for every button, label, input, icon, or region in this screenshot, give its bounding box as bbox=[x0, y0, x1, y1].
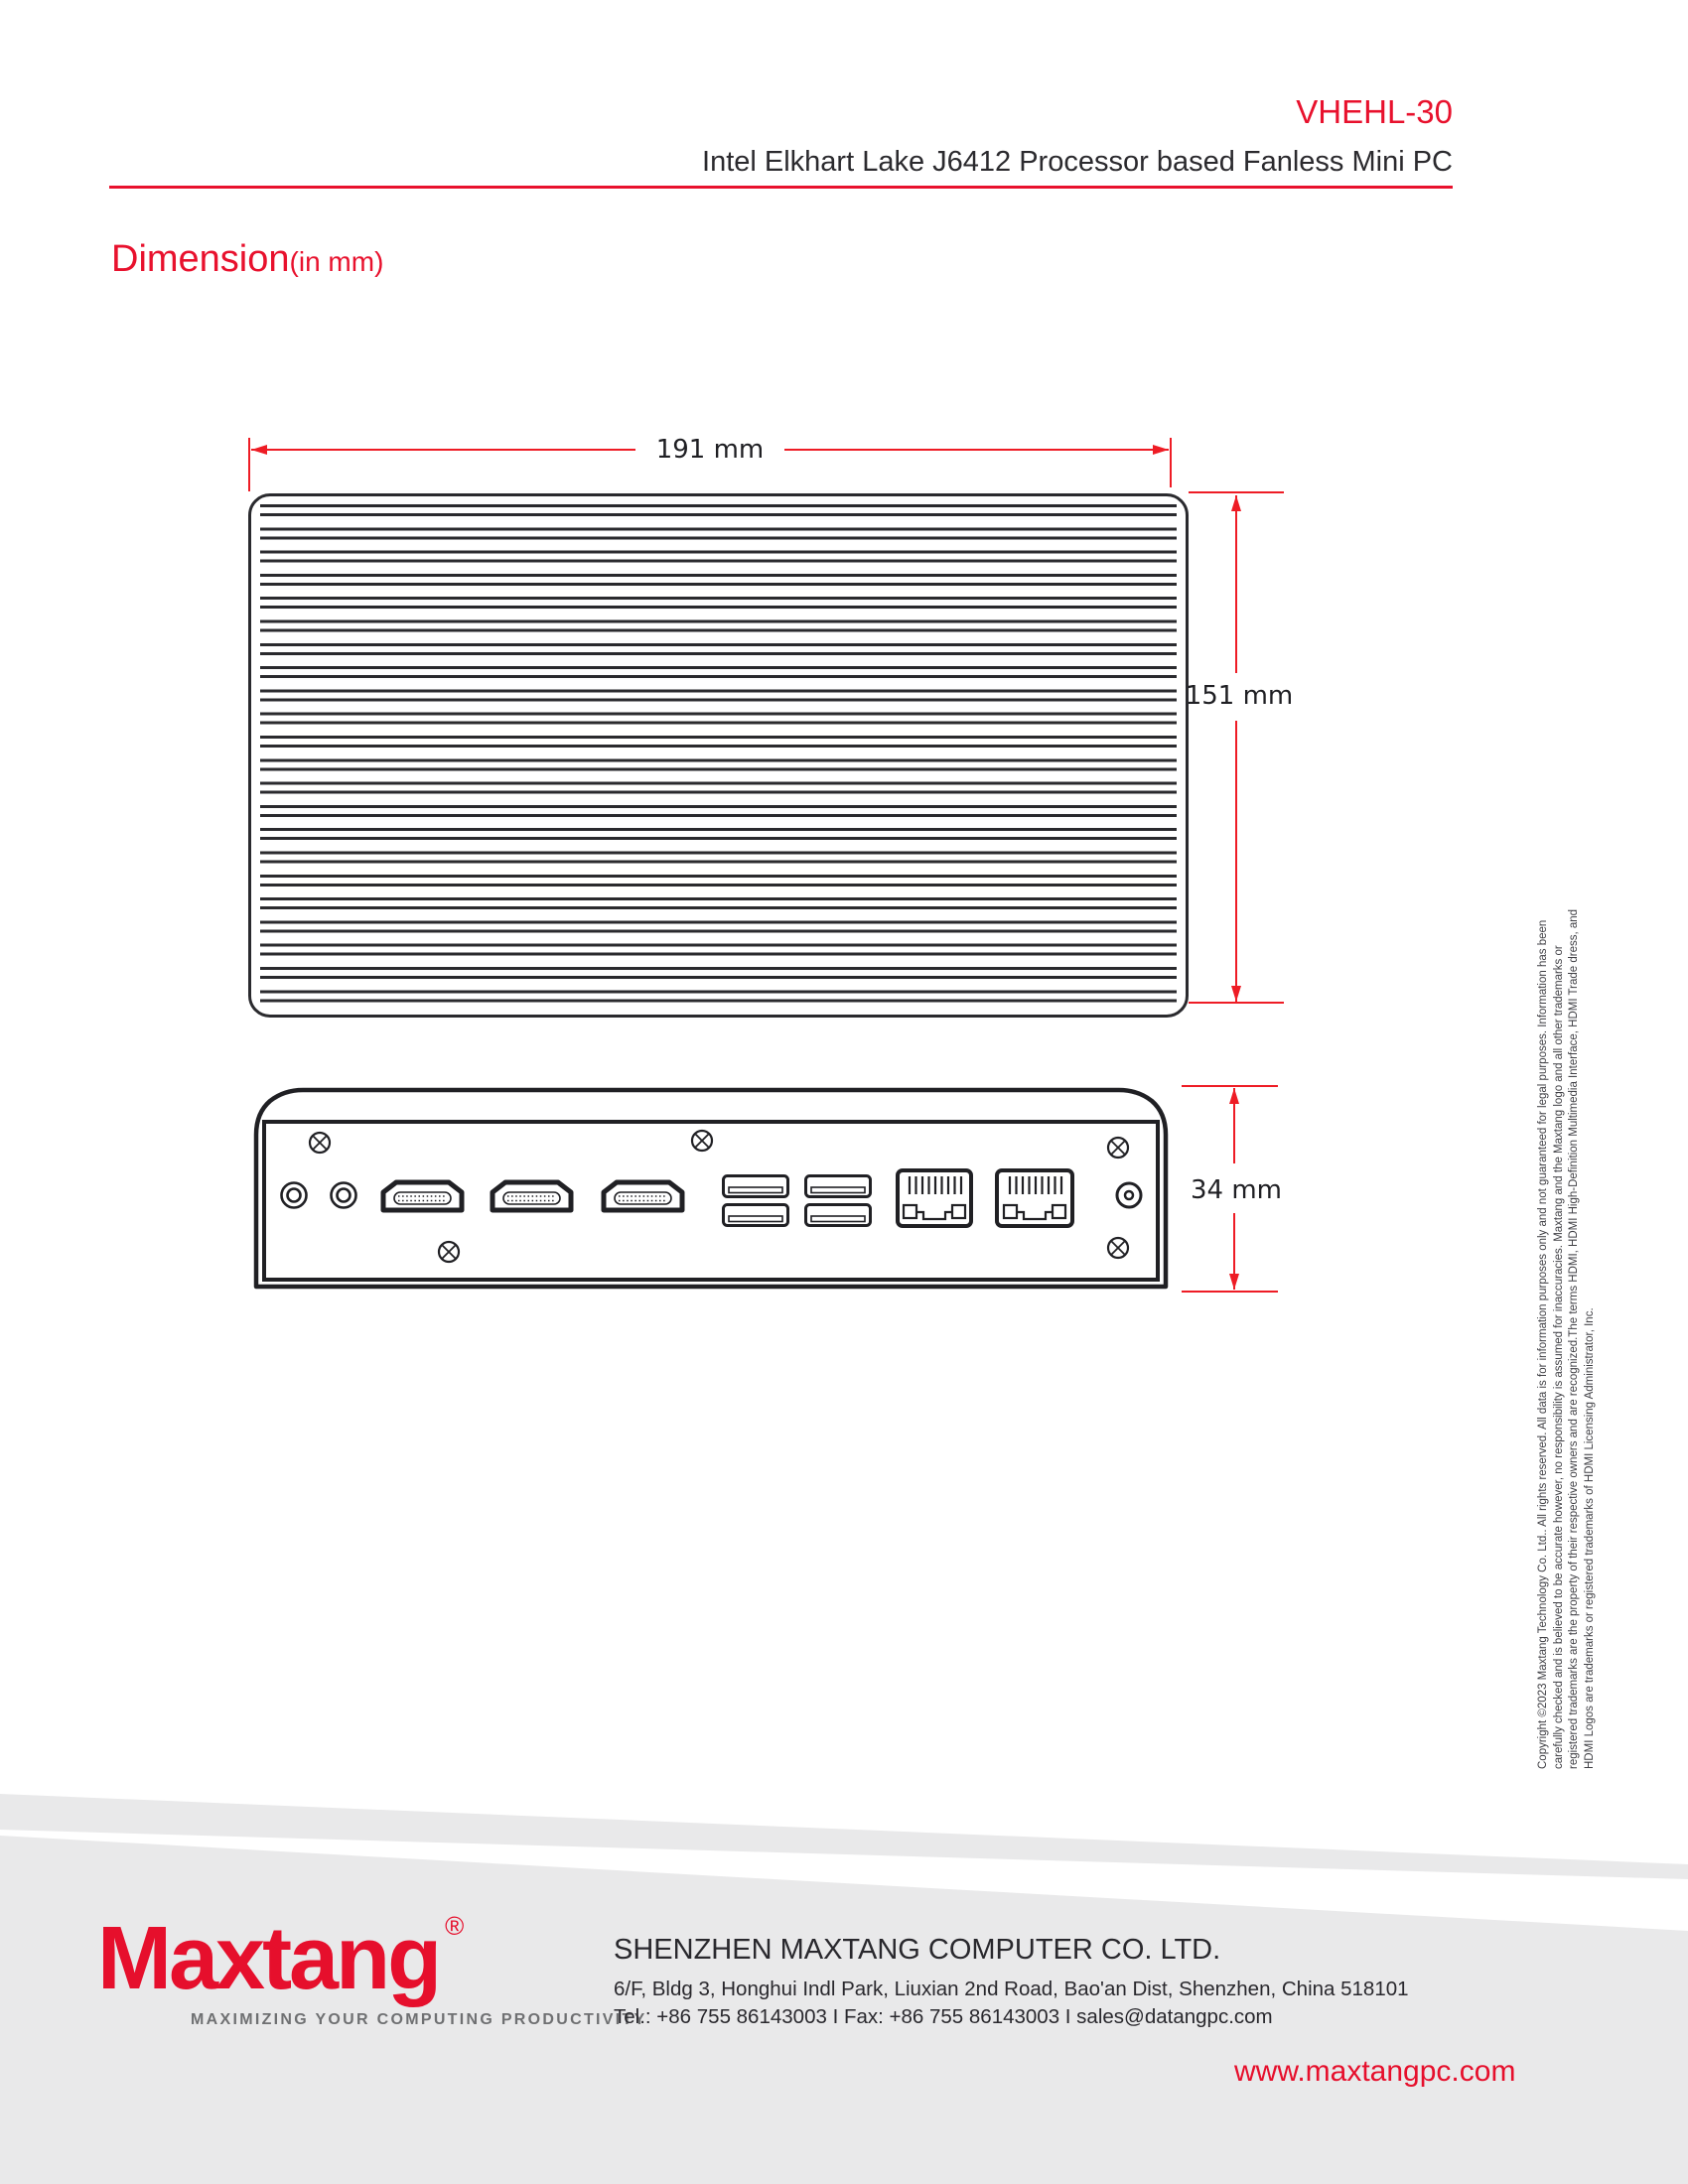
disclaimer-line: HDMI Logos are trademarks or registered trademarks of HDMI Licensing Administrator, Inc. bbox=[1583, 1307, 1596, 1769]
heatsink-fins bbox=[260, 504, 1177, 1009]
hdmi-port-icon bbox=[492, 1182, 571, 1210]
section-unit-note: (in mm) bbox=[289, 246, 384, 277]
dim-width-ext-left bbox=[248, 438, 250, 491]
dim-width-line-left bbox=[251, 449, 635, 451]
dim-width-line-right bbox=[784, 449, 1169, 451]
dim-height-arrow-up bbox=[1231, 495, 1241, 511]
dim-width-arrow-left bbox=[251, 445, 267, 455]
dim-height-line-bottom bbox=[1235, 721, 1237, 1002]
registered-trademark-icon: ® bbox=[445, 1911, 465, 1941]
top-view-drawing bbox=[248, 493, 1189, 1018]
disclaimer-line: registered trademarks are the property of their respective owners and are recognized.The terms HDMI, HDMI High-Definition Multimedia Interface, HDMI Trade dress, and bbox=[1568, 908, 1580, 1769]
logo-text: Maxtang bbox=[97, 1909, 440, 2008]
dim-height-ext-bottom bbox=[1189, 1002, 1284, 1004]
dim-height-label: 151 mm bbox=[1185, 681, 1294, 711]
dim-width-label: 191 mm bbox=[655, 435, 765, 465]
legal-disclaimer bbox=[1536, 841, 1598, 1769]
dim-width-ext-right bbox=[1170, 438, 1172, 487]
rear-panel-drawing bbox=[251, 1085, 1171, 1292]
dim-depth-arrow-up bbox=[1229, 1088, 1239, 1104]
disclaimer-line: carefully checked and is believed to be accurate however, no responsibility is assumed for inaccuracies. Maxtang and the Maxtang logo and all other trademarks or bbox=[1552, 945, 1565, 1769]
product-subtitle: Intel Elkhart Lake J6412 Processor based Fanless Mini PC bbox=[702, 146, 1453, 178]
hdmi-port-icon bbox=[383, 1182, 462, 1210]
header-rule bbox=[109, 186, 1453, 189]
dim-depth-arrow-down bbox=[1229, 1274, 1239, 1290]
dim-depth-label: 34 mm bbox=[1190, 1175, 1282, 1205]
dim-height-line-top bbox=[1235, 495, 1237, 673]
website-link[interactable]: www.maxtangpc.com bbox=[1234, 2055, 1516, 2088]
company-address: 6/F, Bldg 3, Honghui Indl Park, Liuxian 2nd Road, Bao'an Dist, Shenzhen, China 518101 bbox=[614, 1978, 1409, 2000]
dim-depth-ext-bottom bbox=[1182, 1291, 1278, 1293]
section-title: Dimension bbox=[111, 238, 290, 280]
hdmi-port-icon bbox=[604, 1182, 682, 1210]
dim-width-arrow-right bbox=[1153, 445, 1169, 455]
company-contact: Tel.: +86 755 86143003 I Fax: +86 755 86143003 I sales@datangpc.com bbox=[614, 2005, 1273, 2028]
section-heading bbox=[111, 238, 383, 281]
company-name: SHENZHEN MAXTANG COMPUTER CO. LTD. bbox=[614, 1934, 1221, 1966]
maxtang-logo bbox=[97, 1908, 464, 2010]
dim-height-ext-top bbox=[1189, 491, 1284, 493]
model-number: VHEHL-30 bbox=[1296, 93, 1453, 130]
dim-height-arrow-down bbox=[1231, 986, 1241, 1002]
dim-depth-ext-top bbox=[1182, 1085, 1278, 1087]
logo-tagline: MAXIMIZING YOUR COMPUTING PRODUCTIVITY bbox=[191, 2011, 647, 2028]
disclaimer-line: Copyright ©2023 Maxtang Technology Co. Ltd.. All rights reserved. All data is for information purposes only and not guaranteed for legal purposes. Information has been bbox=[1537, 919, 1549, 1769]
